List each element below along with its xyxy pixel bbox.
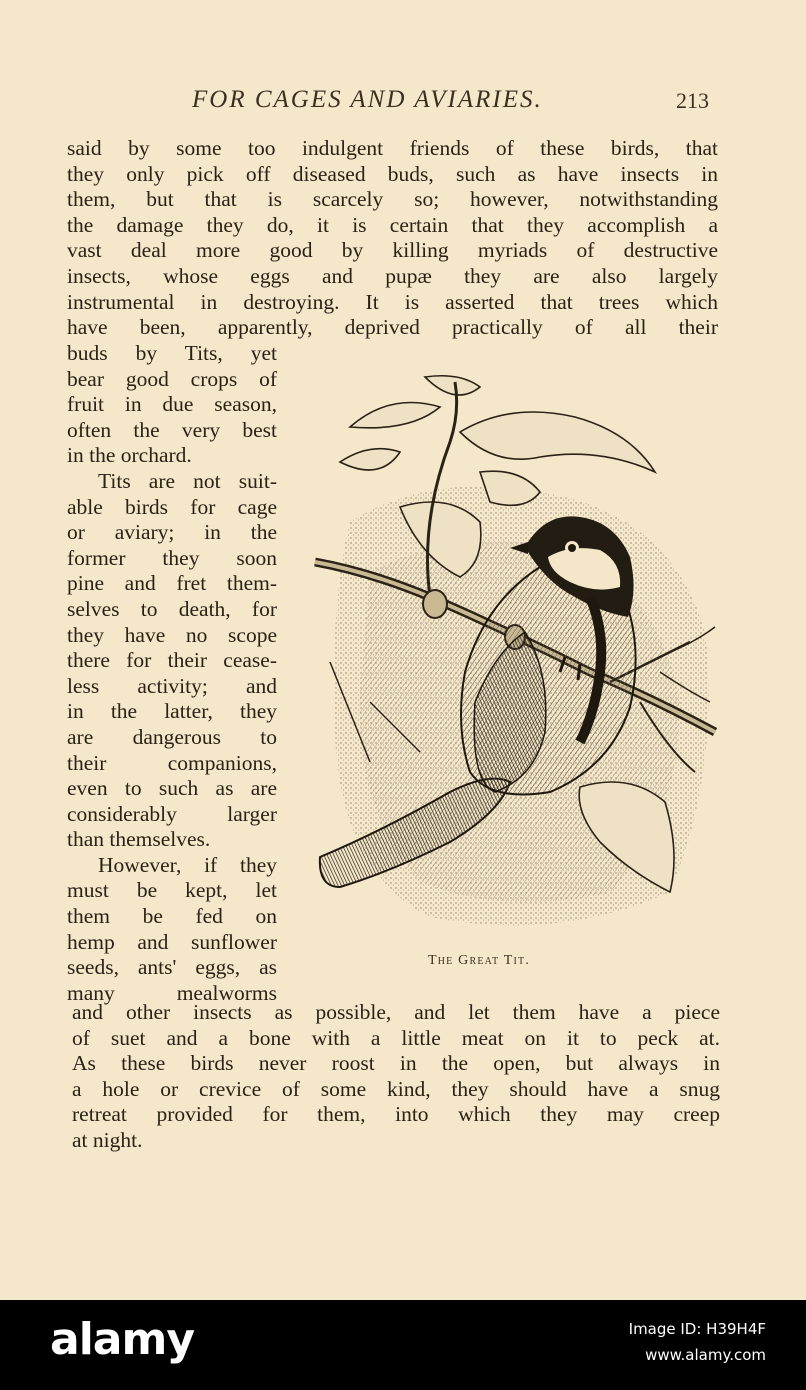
image-id: Image ID: H39H4F: [628, 1320, 766, 1338]
text-line: instrumental in destroying. It is asserted that trees which: [67, 289, 718, 314]
text-line: Tits are not suit-: [98, 468, 277, 493]
text-line: less activity; and: [67, 673, 277, 698]
text-line: considerably larger: [67, 801, 277, 826]
text-line: or aviary; in the: [67, 520, 277, 545]
text-line: insects, whose eggs and pupæ they are also largely: [67, 263, 718, 288]
text-line: have been, apparently, deprived practically of all their: [67, 315, 718, 340]
text-line: their companions,: [67, 750, 277, 775]
figure-caption: The Great Tit.: [428, 953, 531, 968]
narrow-column-text: [67, 341, 277, 1006]
text-line: selves to death, for: [67, 596, 277, 621]
text-line: and other insects as possible, and let them have a piece: [72, 1000, 720, 1024]
text-line: hemp and sunflower: [67, 929, 277, 954]
text-line: they have no scope: [67, 622, 277, 647]
text-line: buds by Tits, yet: [67, 341, 277, 365]
watermark-footer: [0, 1300, 806, 1390]
text-line: bear good crops of: [67, 366, 277, 391]
text-line: a hole or crevice of some kind, they should have a snug: [72, 1076, 720, 1101]
text-line: even to such as are: [67, 776, 277, 801]
text-line: former they soon: [67, 545, 277, 570]
text-line: pine and fret them-: [67, 571, 277, 596]
text-line: are dangerous to: [67, 724, 277, 749]
text-line: seeds, ants' eggs, as: [67, 955, 277, 980]
text-line: the damage they do, it is certain that they accomplish a: [67, 212, 718, 237]
paragraph-4: [72, 1000, 720, 1154]
text-line: must be kept, let: [67, 878, 277, 903]
great-tit-engraving: [310, 372, 720, 950]
text-line: able birds for cage: [67, 494, 277, 519]
text-line: of suet and a bone with a little meat on it to peck at.: [72, 1025, 720, 1050]
text-line: in the orchard.: [67, 443, 192, 468]
text-line: in the latter, they: [67, 699, 277, 724]
text-line: there for their cease-: [67, 648, 277, 673]
text-line: they only pick off diseased buds, such as have insects in: [67, 161, 718, 186]
text-line: However, if they: [98, 852, 277, 877]
text-line: retreat provided for them, into which they may creep: [72, 1102, 720, 1127]
text-line: vast deal more good by killing myriads of destructive: [67, 238, 718, 263]
text-line: said by some too indulgent friends of these birds, that: [67, 136, 718, 160]
text-line: many mealworms: [67, 980, 277, 1005]
text-line: As these birds never roost in the open, but always in: [72, 1051, 720, 1076]
text-line: fruit in due season,: [67, 392, 277, 417]
alamy-logo: alamy: [50, 1314, 194, 1365]
page-number: 213: [676, 88, 709, 113]
text-line: at night.: [72, 1127, 143, 1152]
text-line: often the very best: [67, 417, 277, 442]
text-line: them, but that is scarcely so; however, notwithstanding: [67, 187, 718, 212]
text-line: than themselves.: [67, 827, 211, 852]
running-title: FOR CAGES AND AVIARIES.: [192, 86, 543, 113]
paragraph-1: [67, 136, 718, 341]
site-url: www.alamy.com: [645, 1346, 766, 1364]
text-line: them be fed on: [67, 904, 277, 929]
